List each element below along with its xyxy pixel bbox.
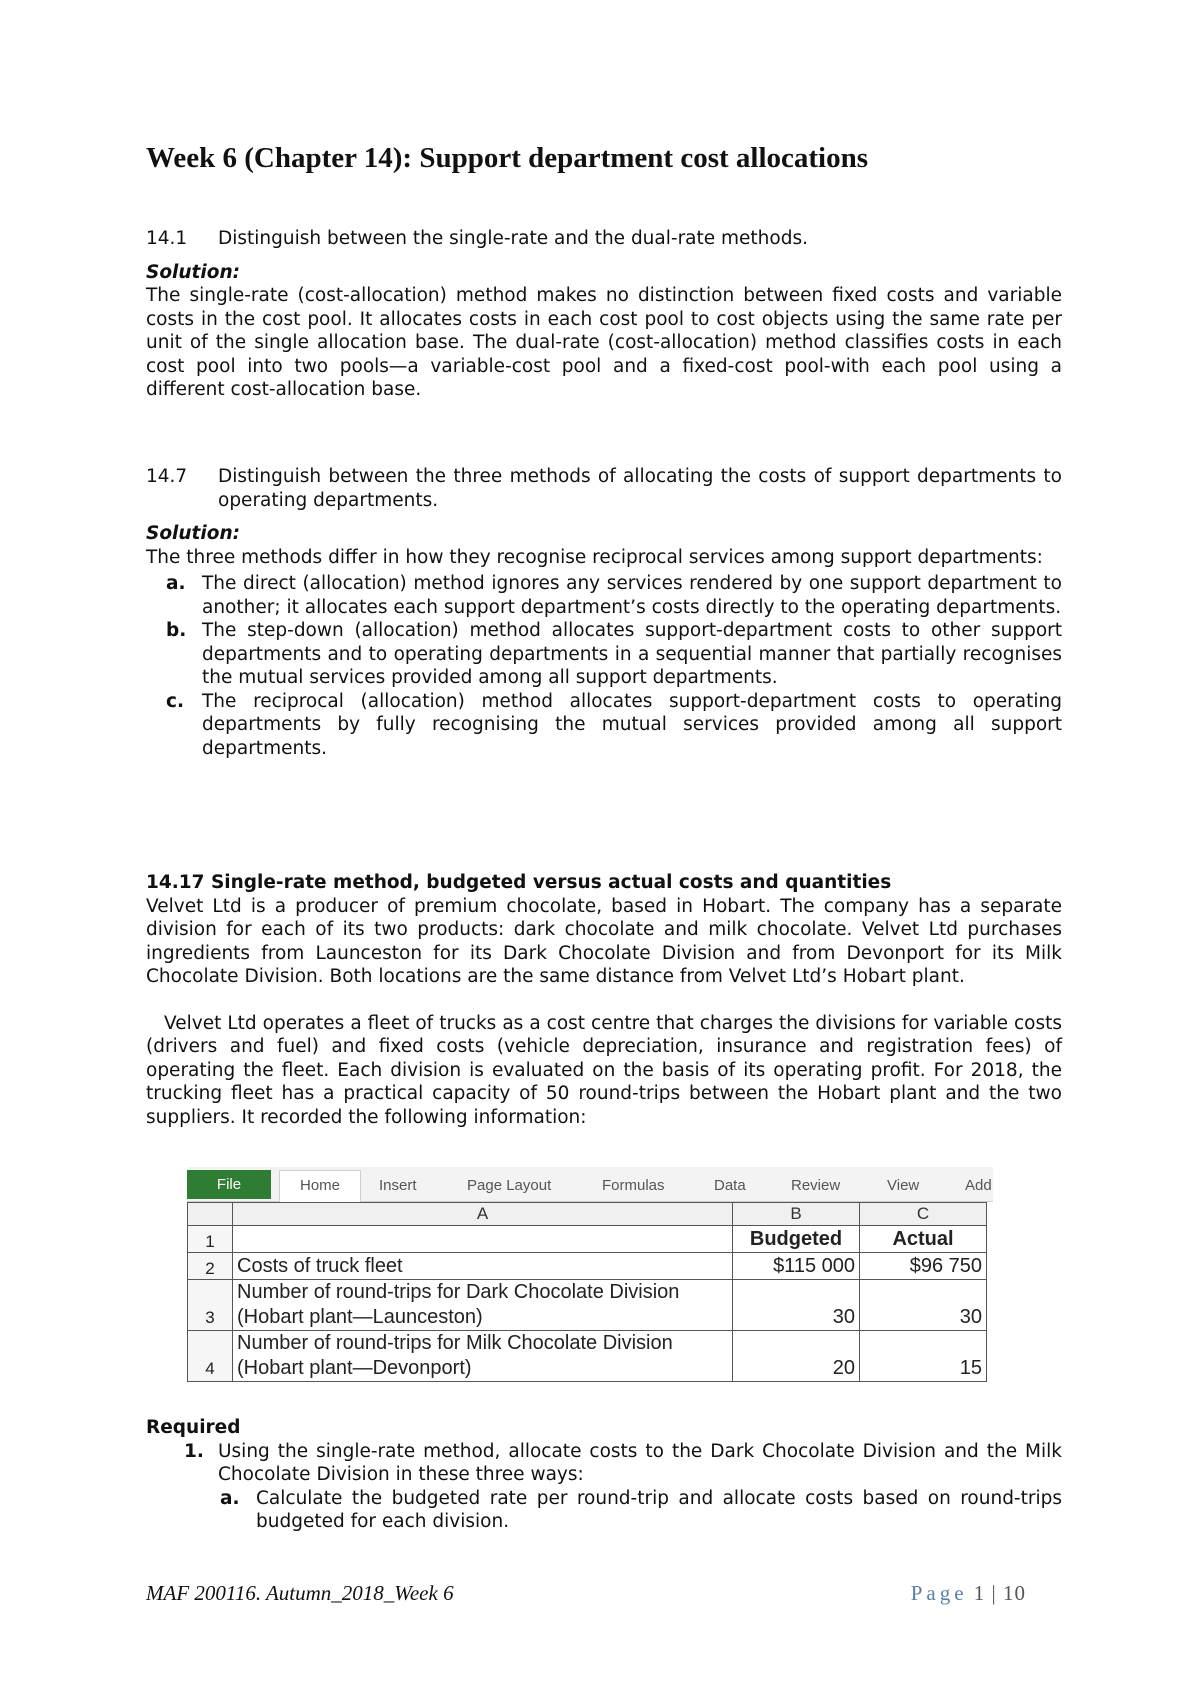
column-header-row bbox=[188, 1203, 987, 1226]
list-label: a. bbox=[220, 1487, 240, 1509]
required-item-1 bbox=[146, 1440, 1062, 1487]
row-number: 4 bbox=[188, 1331, 233, 1382]
question-heading: 14.17 Single-rate method, budgeted versus actual costs and quantities bbox=[146, 872, 892, 893]
question-14-1 bbox=[146, 227, 1062, 402]
list-text: Calculate the budgeted rate per round-trip and allocate costs based on round-trips budgeted for each division. bbox=[256, 1487, 1062, 1532]
footer-page-total: 10 bbox=[1003, 1581, 1026, 1605]
spreadsheet-image bbox=[187, 1167, 993, 1385]
list-text: Using the single-rate method, allocate costs to the Dark Chocolate Division and the Milk Chocolate Division in these three ways: bbox=[218, 1440, 1062, 1485]
required-heading: Required bbox=[146, 1417, 241, 1438]
tab-home: Home bbox=[279, 1170, 361, 1202]
footer-page-number bbox=[911, 1581, 1026, 1606]
cell-c: 15 bbox=[860, 1331, 987, 1382]
question-paragraph-1: Velvet Ltd is a producer of premium chocolate, based in Hobart. The company has a separate division for each of its two products: dark chocolate and milk chocolate. Velvet Ltd purchases ingredients from Launceston for its Dark Chocolate Division and from Devonport for its Milk Chocolate Division. Both locations are the same distance from Velvet Ltd’s Hobart plant. bbox=[146, 895, 1062, 987]
cell-c: $96 750 bbox=[860, 1253, 987, 1280]
corner-cell bbox=[188, 1203, 233, 1226]
tab-add: Add bbox=[965, 1177, 992, 1194]
cell-c: 30 bbox=[860, 1280, 987, 1331]
cell-a: Costs of truck fleet bbox=[233, 1253, 733, 1280]
solution-label: Solution: bbox=[146, 523, 241, 544]
tab-review: Review bbox=[791, 1177, 841, 1194]
row-number: 1 bbox=[188, 1226, 233, 1253]
row-number: 2 bbox=[188, 1253, 233, 1280]
question-14-17 bbox=[146, 871, 1062, 1129]
table-row bbox=[188, 1280, 987, 1331]
tab-formulas: Formulas bbox=[602, 1177, 665, 1194]
question-text: Distinguish between the single-rate and the dual-rate methods. bbox=[218, 228, 808, 249]
cell-a bbox=[233, 1226, 733, 1253]
list-label: a. bbox=[166, 573, 186, 594]
question-text: Distinguish between the three methods of allocating the costs of support departments to operating departments. bbox=[218, 466, 1062, 511]
list-item bbox=[146, 572, 1062, 619]
footer-page-current: 1 bbox=[973, 1581, 986, 1605]
list-item bbox=[146, 619, 1062, 690]
solution-text: The single-rate (cost-allocation) method makes no distinction between fixed costs and variable costs in the cost pool. It allocates costs in each cost pool to cost objects using the same rate per unit of the single allocation base. The dual-rate (cost-allocation) method classifies costs in each cost pool into two pools—a variable-cost pool and a fixed-cost pool-with each pool using a different cost-allocation base. bbox=[146, 285, 1062, 400]
cell-b: 20 bbox=[733, 1331, 860, 1382]
required-section bbox=[146, 1416, 1062, 1534]
footer-page-word: Page bbox=[910, 1581, 968, 1605]
list-label: b. bbox=[166, 620, 187, 641]
cell-c: Actual bbox=[860, 1226, 987, 1253]
table-row bbox=[188, 1331, 987, 1382]
question-14-7 bbox=[146, 465, 1062, 760]
column-header: A bbox=[233, 1203, 733, 1226]
solution-label: Solution: bbox=[146, 261, 241, 283]
list-label: c. bbox=[166, 690, 184, 712]
table-row bbox=[188, 1253, 987, 1280]
list-text: The reciprocal (allocation) method allocates support-department costs to operating departments by fully recognising the mutual services provided among all support departments. bbox=[202, 690, 1062, 759]
list-text: The direct (allocation) method ignores any services rendered by one support department to another; it allocates each support department’s costs directly to the operating departments. bbox=[202, 573, 1062, 618]
tab-data: Data bbox=[714, 1177, 746, 1194]
cell-b: Budgeted bbox=[733, 1226, 860, 1253]
footer-course-label: MAF 200116. Autumn_2018_Week 6 bbox=[146, 1581, 454, 1605]
solution-intro: The three methods differ in how they recognise reciprocal services among support departments: bbox=[146, 546, 1043, 568]
question-number: 14.7 bbox=[146, 466, 188, 487]
method-list bbox=[146, 572, 1062, 760]
list-item bbox=[146, 690, 1062, 761]
column-header: C bbox=[860, 1203, 987, 1226]
list-text: The step-down (allocation) method allocates support-department costs to other support departments and to operating departments in a sequential manner that partially recognises the mutual services provided among all support departments. bbox=[202, 620, 1062, 688]
column-header: B bbox=[733, 1203, 860, 1226]
page-title: Week 6 (Chapter 14): Support department cost allocations bbox=[146, 142, 869, 174]
row-number: 3 bbox=[188, 1280, 233, 1331]
cell-a: Number of round-trips for Milk Chocolate Division (Hobart plant—Devonport) bbox=[233, 1331, 733, 1382]
data-table bbox=[187, 1202, 987, 1382]
tab-insert: Insert bbox=[379, 1177, 417, 1194]
required-item-1a bbox=[146, 1487, 1062, 1534]
question-paragraph-2: Velvet Ltd operates a fleet of trucks as a cost centre that charges the divisions for variable costs (drivers and fuel) and fixed costs (vehicle depreciation, insurance and registration fees) of operating the fleet. Each division is evaluated on the basis of its operating profit. For 2018, the trucking fleet has a practical capacity of 50 round-trips between the Hobart plant and the two suppliers. It recorded the following information: bbox=[146, 1012, 1062, 1128]
list-label: 1. bbox=[184, 1440, 204, 1462]
question-number: 14.1 bbox=[146, 228, 188, 249]
cell-b: 30 bbox=[733, 1280, 860, 1331]
tab-page-layout: Page Layout bbox=[467, 1177, 552, 1194]
cell-b: $115 000 bbox=[733, 1253, 860, 1280]
cell-a: Number of round-trips for Dark Chocolate Division (Hobart plant—Launceston) bbox=[233, 1280, 733, 1331]
tab-file: File bbox=[187, 1170, 271, 1199]
tab-view: View bbox=[887, 1177, 920, 1194]
table-row bbox=[188, 1226, 987, 1253]
footer-separator: | bbox=[991, 1581, 997, 1605]
ribbon-tabs bbox=[187, 1167, 993, 1202]
